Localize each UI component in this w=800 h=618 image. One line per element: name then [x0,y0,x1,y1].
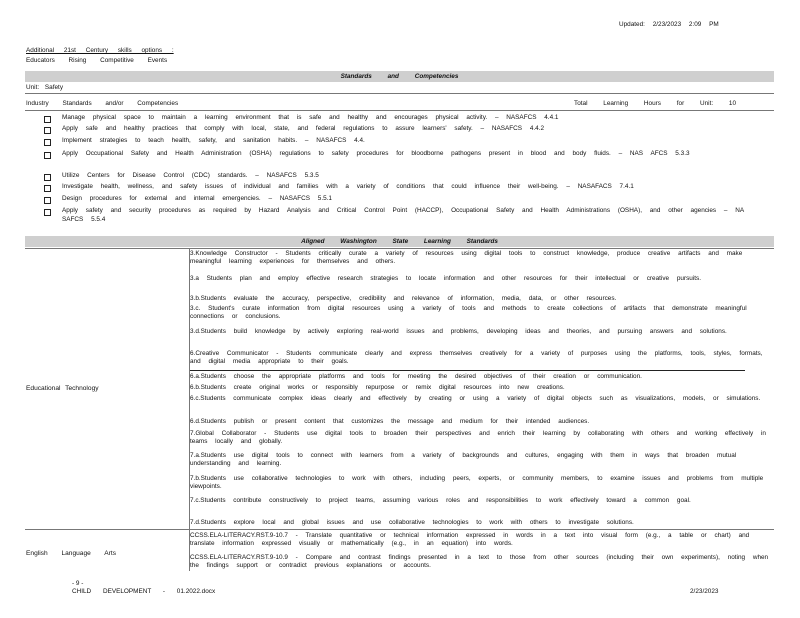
list-item: 6.d.Students publish or present content that customizes the message and medium for their intended audiences. [190,418,590,425]
footer-filename: CHILD DEVELOPMENT - 01.2022.docx [72,588,216,595]
checkbox-bullet-icon [44,174,51,181]
total-hours: Total Learning Hours for Unit: 10 [574,100,737,107]
list-item: 7.d.Students explore local and global issues and use collaborative technologies to work with others to investigate solutions. [190,519,634,526]
list-item: 3.Knowledge Constructor - Students critically curate a variety of resources using digital tools to construct knowledge, produce creative artifacts and make meaningful learning experiences for themselves and others. [190,250,743,266]
list-item: 7.Global Collaborator - Students use digital tools to broaden their perspectives and enrich their learning by collaborating with others and working effectively in teams locally and globally. [190,430,766,446]
list-item: 3.b.Students evaluate the accuracy, perspective, credibility and relevance of information, media, data, or other resources. [190,295,617,302]
list-item: 7.c.Students contribute constructively to project teams, assuming various roles and responsibilities to work effectively toward a common goal. [190,497,691,504]
additional-skills-line: Additional 21st Century skills options : [26,47,174,54]
list-item: 6.b.Students create original works or responsibly repurpose or remix digital resources into new creations. [190,384,565,391]
checkbox-bullet-icon [44,185,51,192]
list-item: Apply safety and security procedures as required by Hazard Analysis and Critical Control Point (HACCP), Occupational Safety and Health Administrations (OSHA), and other agencies – NA SAFCS 5.5.4 [62,207,744,223]
divider [25,110,774,111]
checkbox-bullet-icon [44,197,51,204]
list-item: 3.c. Student's curate information from digital resources using a variety of tools and methods to create collections of artifacts that demonstrate meaningful connections or conclusions. [190,305,747,321]
list-item: CCSS.ELA-LITERACY.RST.9-10.9 - Compare and contrast findings presented in a text to those from other sources (including their own experiments), noting when the findings support or contradict previous explanations or accounts. [190,554,769,570]
divider [25,93,774,94]
list-item: 7.a.Students use digital tools to connect with learners from a variety of backgrounds and cultures, engaging with them in ways that broaden mutual understanding and learning. [190,452,737,468]
ela-label: English Language Arts [26,550,116,557]
list-item: 6.a.Students choose the appropriate platforms and tools for meeting the desired objectives of their creation or communication. [190,373,642,380]
list-item: Design procedures for external and internal emergencies. – NASAFCS 5.5.1 [62,195,332,202]
list-item: Investigate health, wellness, and safety issues of individual and families with a variety of conditions that could influence their well-being. – NASAFACS 7.4.1 [62,183,634,190]
list-item: Apply Occupational Safety and Health Administration (OSHA) regulations to safety procedures for bloodborne pathogens present in blood and body fluids. – NAS AFCS 5.3.3 [62,150,690,157]
list-item: 3.a Students plan and employ effective research strategies to locate information and other resources for their intellectual or creative pursuits. [190,275,702,282]
industry-header: Industry Standards and/or Competencies [26,100,179,107]
checkbox-bullet-icon [44,127,51,134]
checkbox-bullet-icon [44,116,51,123]
list-item: 7.b.Students use collaborative technologies to work with others, including peers, experts, or community members, to examine issues and problems from multiple viewpoints. [190,475,764,491]
list-item: Implement strategies to teach health, safety, and sanitation habits. – NASAFCS 4.4. [62,137,365,144]
footer-date: 2/23/2023 [690,588,719,595]
list-item: CCSS.ELA-LITERACY.RST.9-10.7 - Translate quantitative or technical information expressed in words in a text into visual form (e.g., a table or chart) and translate information expressed visually or mathematically (e.g., in an equation) into words. [190,532,750,548]
updated-timestamp: Updated: 2/23/2023 2:09 PM [619,21,719,28]
educators-rising-line: Educators Rising Competitive Events [26,57,168,64]
standards-band: Standards and Competencies [25,71,774,82]
list-item: Apply safe and healthy practices that comply with local, state, and federal regulations to assure learners' safety. – NASAFCS 4.4.2 [62,125,545,132]
ed-tech-label: Educational Technology [26,385,99,392]
checkbox-bullet-icon [44,209,51,216]
list-item: Manage physical space to maintain a learning environment that is safe and healthy and encourages physical activity. – NASAFCS 4.4.1 [62,114,559,121]
checkbox-bullet-icon [44,139,51,146]
checkbox-bullet-icon [44,152,51,159]
list-item: 6.Creative Communicator - Students communicate clearly and express themselves creatively for a variety of purposes using the platforms, tools, styles, formats, and digital media appropriate to their goals. [190,350,763,366]
list-item: 6.c.Students communicate complex ideas clearly and effectively by creating or using a variety of digital objects such as visualizations, models, or simulations. [190,395,761,402]
page-number: - 9 - [72,580,84,587]
list-item: Utilize Centers for Disease Control (CDC) standards. – NASAFCS 5.3.5 [62,172,319,179]
aligned-standards-band: Aligned Washington State Learning Standards [25,236,774,247]
list-item: 3.d.Students build knowledge by actively exploring real-world issues and problems, developing ideas and theories, and pursuing answers and solutions. [190,328,727,335]
unit-label: Unit: Safety [26,84,64,91]
underline [190,370,745,371]
